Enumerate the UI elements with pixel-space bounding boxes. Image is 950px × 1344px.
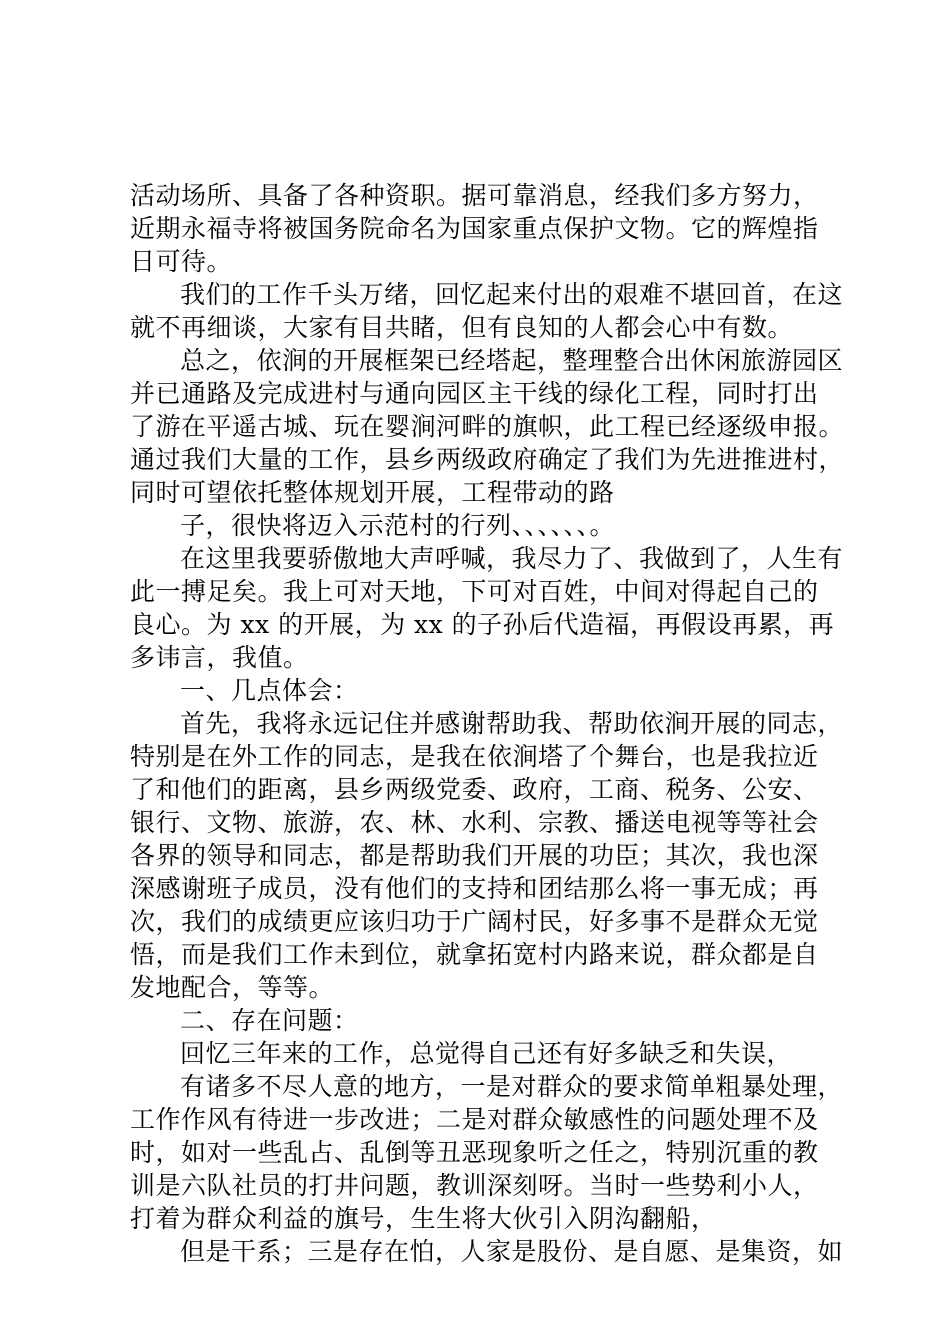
paragraph-start: 在这里我要骄傲地大声呼喊，我尽力了、我做到了，人生有 (180, 544, 844, 573)
text-line: 特别是在外工作的同志，是我在依涧塔了个舞台，也是我拉近 (130, 742, 819, 771)
text-line: 训是六队社员的打井问题，教训深刻呀。当时一些势利小人， (130, 1171, 819, 1200)
text-line: 良心。为 xx 的开展，为 xx 的子孙后代造福，再假设再累，再 (130, 610, 835, 639)
text-line: 深感谢班子成员，没有他们的支持和团结那么将一事无成；再 (130, 874, 819, 903)
text-line: 此一搏足矣。我上可对天地，下可对百姓，中间对得起自己的 (130, 577, 819, 606)
text-line: 了和他们的距离，县乡两级党委、政府，工商、税务、公安、 (130, 775, 819, 804)
paragraph-start: 回忆三年来的工作，总觉得自己还有好多缺乏和失误， (180, 1039, 793, 1068)
paragraph-start: 有诸多不尽人意的地方，一是对群众的要求简单粗暴处理， (180, 1072, 844, 1101)
text-line: 发地配合，等等。 (130, 973, 335, 1002)
text-line: 悟，而是我们工作未到位，就拿拓宽村内路来说，群众都是自 (130, 940, 819, 969)
text-line: 多讳言，我值。 (130, 643, 309, 672)
text-line: 次，我们的成绩更应该归功于广阔村民，好多事不是群众无觉 (130, 907, 819, 936)
paragraph-start: 子，很快将迈入示范村的行列、、、、、、。 (180, 511, 616, 540)
text-line: 同时可望依托整体规划开展，工程带动的路 (130, 478, 615, 507)
text-line: 时，如对一些乱占、乱倒等丑恶现象听之任之，特别沉重的教 (130, 1138, 819, 1167)
text-line: 工作作风有待进一步改进；二是对群众敏感性的问题处理不及 (130, 1105, 819, 1134)
paragraph-start: 但是干系；三是存在怕，人家是股份、是自愿、是集资，如 (180, 1237, 844, 1266)
text-line: 通过我们大量的工作，县乡两级政府确定了我们为先进推进村， (130, 445, 845, 474)
text-line: 各界的领导和同志，都是帮助我们开展的功臣；其次，我也深 (130, 841, 819, 870)
text-line: 了游在平遥古城、玩在婴涧河畔的旗帜，此工程已经逐级申报。 (130, 412, 845, 441)
text-line: 就不再细谈，大家有目共睹，但有良知的人都会心中有数。 (130, 313, 794, 342)
text-line: 银行、文物、旅游，农、林、水利、宗教、播送电视等等社会 (130, 808, 819, 837)
text-line: 打着为群众利益的旗号，生生将大伙引入阴沟翻船， (130, 1204, 717, 1233)
text-line: 日可待。 (130, 247, 233, 276)
paragraph-start: 我们的工作千头万绪，回忆起来付出的艰难不堪回首，在这 (180, 280, 844, 309)
text-line: 活动场所、具备了各种资职。据可靠消息，经我们多方努力， (130, 181, 819, 210)
section-heading: 一、几点体会： (180, 676, 359, 705)
paragraph-start: 总之，依涧的开展框架已经塔起，整理整合出休闲旅游园区 (180, 346, 844, 375)
section-heading: 二、存在问题： (180, 1006, 359, 1035)
text-line: 并已通路及完成进村与通向园区主干线的绿化工程，同时打出 (130, 379, 819, 408)
text-line: 近期永福寺将被国务院命名为国家重点保护文物。它的辉煌指 (130, 214, 819, 243)
paragraph-start: 首先，我将永远记住并感谢帮助我、帮助依涧开展的同志， (180, 709, 844, 738)
